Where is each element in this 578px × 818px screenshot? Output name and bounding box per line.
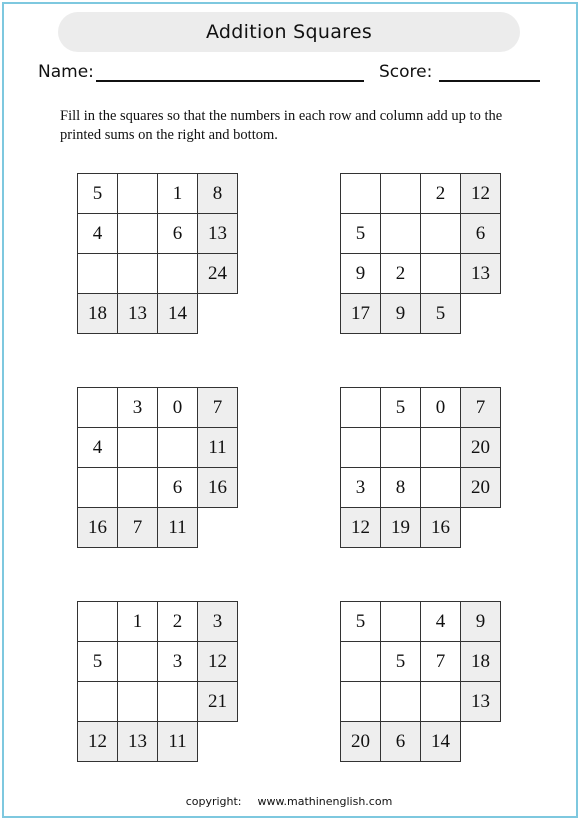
row-sum-cell: 16: [198, 468, 238, 508]
column-sum-cell: 14: [158, 294, 198, 334]
column-sum-cell: 19: [381, 508, 421, 548]
footer: [0, 795, 578, 808]
column-sum-cell: 20: [341, 722, 381, 762]
blank-cell[interactable]: [78, 388, 118, 428]
column-sum-cell: 5: [421, 294, 461, 334]
puzzle-2: [340, 173, 501, 334]
blank-cell[interactable]: [421, 468, 461, 508]
blank-cell[interactable]: [78, 602, 118, 642]
page-title: Addition Squares: [58, 12, 520, 52]
blank-cell[interactable]: [421, 214, 461, 254]
given-number-cell: 5: [381, 642, 421, 682]
row-sum-cell: 13: [198, 214, 238, 254]
column-sum-cell: 12: [78, 722, 118, 762]
blank-cell[interactable]: [118, 682, 158, 722]
name-field-line: [96, 80, 364, 82]
given-number-cell: 4: [421, 602, 461, 642]
site-link[interactable]: www.mathinenglish.com: [257, 795, 393, 808]
column-sum-cell: 9: [381, 294, 421, 334]
given-number-cell: 6: [158, 214, 198, 254]
given-number-cell: 3: [118, 388, 158, 428]
column-sum-cell: 18: [78, 294, 118, 334]
puzzle-1: [77, 173, 238, 334]
blank-cell[interactable]: [78, 254, 118, 294]
given-number-cell: 4: [78, 428, 118, 468]
row-sum-cell: 24: [198, 254, 238, 294]
blank-cell[interactable]: [158, 254, 198, 294]
blank-cell[interactable]: [421, 682, 461, 722]
column-sum-cell: 16: [78, 508, 118, 548]
given-number-cell: 5: [341, 602, 381, 642]
blank-cell[interactable]: [381, 682, 421, 722]
name-score-row: [38, 62, 548, 86]
blank-cell[interactable]: [381, 428, 421, 468]
given-number-cell: 5: [381, 388, 421, 428]
blank-cell[interactable]: [381, 214, 421, 254]
score-field-line: [439, 80, 540, 82]
blank-cell[interactable]: [341, 642, 381, 682]
given-number-cell: 1: [118, 602, 158, 642]
blank-cell[interactable]: [118, 174, 158, 214]
row-sum-cell: 3: [198, 602, 238, 642]
row-sum-cell: 8: [198, 174, 238, 214]
column-sum-cell: 7: [118, 508, 158, 548]
blank-cell[interactable]: [118, 428, 158, 468]
row-sum-cell: 20: [461, 428, 501, 468]
column-sum-cell: 12: [341, 508, 381, 548]
corner-blank: [461, 294, 501, 334]
name-label: Name:: [38, 62, 94, 82]
copyright-label: copyright:: [185, 795, 242, 808]
score-label: Score:: [379, 62, 433, 82]
blank-cell[interactable]: [158, 682, 198, 722]
blank-cell[interactable]: [421, 428, 461, 468]
blank-cell[interactable]: [158, 428, 198, 468]
corner-blank: [198, 508, 238, 548]
given-number-cell: 9: [341, 254, 381, 294]
row-sum-cell: 18: [461, 642, 501, 682]
blank-cell[interactable]: [381, 174, 421, 214]
given-number-cell: 3: [341, 468, 381, 508]
blank-cell[interactable]: [421, 254, 461, 294]
given-number-cell: 0: [158, 388, 198, 428]
blank-cell[interactable]: [118, 468, 158, 508]
given-number-cell: 2: [158, 602, 198, 642]
column-sum-cell: 17: [341, 294, 381, 334]
blank-cell[interactable]: [341, 174, 381, 214]
given-number-cell: 2: [421, 174, 461, 214]
row-sum-cell: 13: [461, 682, 501, 722]
given-number-cell: 8: [381, 468, 421, 508]
column-sum-cell: 6: [381, 722, 421, 762]
blank-cell[interactable]: [341, 682, 381, 722]
row-sum-cell: 12: [461, 174, 501, 214]
corner-blank: [461, 508, 501, 548]
given-number-cell: 7: [421, 642, 461, 682]
given-number-cell: 1: [158, 174, 198, 214]
row-sum-cell: 9: [461, 602, 501, 642]
corner-blank: [198, 294, 238, 334]
row-sum-cell: 7: [198, 388, 238, 428]
blank-cell[interactable]: [78, 468, 118, 508]
row-sum-cell: 20: [461, 468, 501, 508]
given-number-cell: 0: [421, 388, 461, 428]
row-sum-cell: 21: [198, 682, 238, 722]
blank-cell[interactable]: [341, 428, 381, 468]
given-number-cell: 2: [381, 254, 421, 294]
puzzle-4: [340, 387, 501, 548]
column-sum-cell: 16: [421, 508, 461, 548]
given-number-cell: 5: [78, 174, 118, 214]
column-sum-cell: 13: [118, 722, 158, 762]
blank-cell[interactable]: [118, 254, 158, 294]
column-sum-cell: 13: [118, 294, 158, 334]
corner-blank: [461, 722, 501, 762]
column-sum-cell: 11: [158, 722, 198, 762]
puzzle-5: [77, 601, 238, 762]
given-number-cell: 5: [78, 642, 118, 682]
given-number-cell: 3: [158, 642, 198, 682]
given-number-cell: 5: [341, 214, 381, 254]
row-sum-cell: 6: [461, 214, 501, 254]
blank-cell[interactable]: [78, 682, 118, 722]
column-sum-cell: 14: [421, 722, 461, 762]
given-number-cell: 6: [158, 468, 198, 508]
column-sum-cell: 11: [158, 508, 198, 548]
blank-cell[interactable]: [341, 388, 381, 428]
row-sum-cell: 11: [198, 428, 238, 468]
given-number-cell: 4: [78, 214, 118, 254]
instructions-text: Fill in the squares so that the numbers in each row and column add up to the printed sums on the right and bottom.: [60, 108, 503, 143]
puzzle-3: [77, 387, 238, 548]
corner-blank: [198, 722, 238, 762]
row-sum-cell: 7: [461, 388, 501, 428]
row-sum-cell: 13: [461, 254, 501, 294]
row-sum-cell: 12: [198, 642, 238, 682]
blank-cell[interactable]: [381, 602, 421, 642]
blank-cell[interactable]: [118, 642, 158, 682]
puzzle-6: [340, 601, 501, 762]
blank-cell[interactable]: [118, 214, 158, 254]
